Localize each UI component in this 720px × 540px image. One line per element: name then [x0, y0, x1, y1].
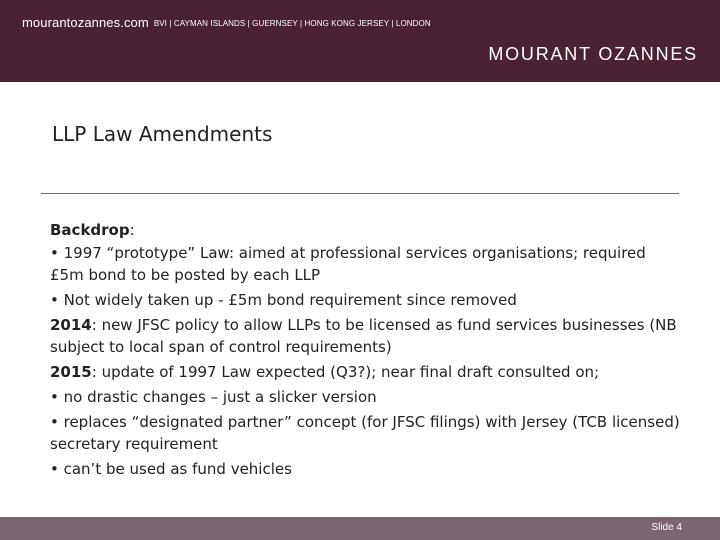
slide-body: [50, 219, 680, 483]
backdrop-heading: Backdrop: [50, 221, 130, 239]
backdrop-colon: :: [129, 221, 135, 239]
year-2015: 2015: [50, 363, 92, 381]
paragraph-2015: [50, 361, 680, 383]
slide-number: Slide 4: [651, 522, 682, 533]
bullet-no-fund-vehicles: • can’t be used as fund vehicles: [50, 460, 292, 478]
website-link[interactable]: mourantozannes.com: [22, 15, 149, 30]
text-2015: : update of 1997 Law expected (Q3?); near final draft consulted on;: [91, 363, 600, 381]
brand-logo-text: MOURANT OZANNES: [488, 44, 698, 64]
footer-bar: [0, 517, 720, 540]
bullet-bond-removed: • Not widely taken up - £5m bond requirement since removed: [50, 291, 517, 309]
year-2014: 2014: [50, 316, 92, 334]
text-2014: : new JFSC policy to allow LLPs to be licensed as fund services businesses (NB subject to local span of control requirements): [50, 316, 677, 356]
backdrop-heading-line: [50, 219, 680, 241]
slide-title: LLP Law Amendments: [52, 122, 273, 146]
paragraph-2014: [50, 314, 680, 358]
title-divider: [41, 193, 679, 194]
header-banner: [0, 0, 720, 82]
bullet-secretary-requirement: • replaces “designated partner” concept (for JFSC filings) with Jersey (TCB licensed) secretary requirement: [50, 413, 680, 453]
office-locations: BVI | CAYMAN ISLANDS | GUERNSEY | HONG KONG JERSEY | LONDON: [153, 19, 431, 28]
bullet-no-drastic-changes: • no drastic changes – just a slicker version: [50, 388, 377, 406]
bullet-1997-law: • 1997 “prototype” Law: aimed at professional services organisations; required £5m bond to be posted by each LLP: [50, 244, 646, 284]
site-line: [22, 16, 431, 31]
